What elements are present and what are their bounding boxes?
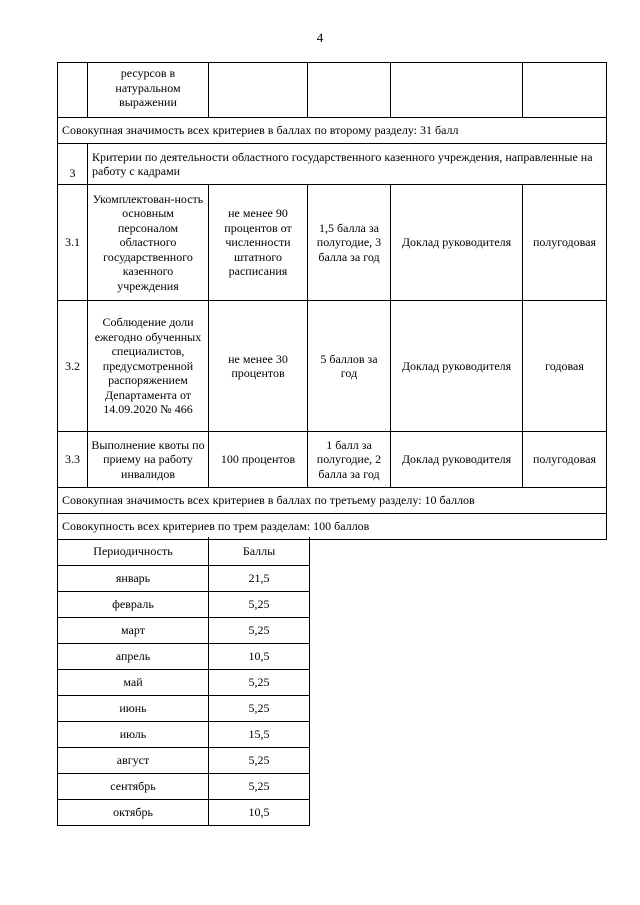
table-row-3-1: [58, 185, 607, 301]
period-cell: октябрь: [58, 800, 209, 826]
row-source: Доклад руководителя: [391, 301, 523, 432]
row-number: 3.2: [58, 301, 88, 432]
period-cell: август: [58, 748, 209, 774]
cell-empty: [391, 63, 523, 118]
row-number: 3.1: [58, 185, 88, 301]
table-row-3-2: [58, 301, 607, 432]
table-row: [58, 696, 310, 722]
section3-header-row: [58, 144, 607, 185]
row-points: 1,5 балла за полугодие, 3 балла за год: [308, 185, 391, 301]
period-cell: май: [58, 670, 209, 696]
cell-number-empty: [58, 63, 88, 118]
row-value: не менее 30 процентов: [209, 301, 308, 432]
points-cell: 5,25: [209, 696, 310, 722]
cell-empty: [308, 63, 391, 118]
row-points: 1 балл за полугодие, 2 балла за год: [308, 432, 391, 488]
header-points: Баллы: [209, 537, 310, 566]
row-number: 3.3: [58, 432, 88, 488]
points-cell: 5,25: [209, 774, 310, 800]
table-row: [58, 800, 310, 826]
points-cell: 5,25: [209, 748, 310, 774]
criteria-table: [57, 62, 607, 540]
header-period: Периодичность: [58, 537, 209, 566]
section2-total-row: [58, 118, 607, 144]
section3-title: Критерии по деятельности областного государственного казенного учреждения, направленные на работу с кадрами: [88, 144, 607, 185]
cell-indicator: ресурсов в натуральном выражении: [88, 63, 209, 118]
points-cell: 10,5: [209, 644, 310, 670]
period-cell: сентябрь: [58, 774, 209, 800]
table-row: [58, 618, 310, 644]
points-cell: 5,25: [209, 618, 310, 644]
period-cell: июль: [58, 722, 209, 748]
section3-number: 3: [58, 144, 88, 185]
points-cell: 10,5: [209, 800, 310, 826]
table-row: [58, 748, 310, 774]
period-cell: март: [58, 618, 209, 644]
row-value: 100 процентов: [209, 432, 308, 488]
table-row-3-3: [58, 432, 607, 488]
table-row-continued: [58, 63, 607, 118]
row-source: Доклад руководителя: [391, 185, 523, 301]
table-row: [58, 670, 310, 696]
points-cell: 21,5: [209, 566, 310, 592]
table-row: [58, 644, 310, 670]
row-source: Доклад руководителя: [391, 432, 523, 488]
section3-total: Совокупная значимость всех критериев в баллах по третьему разделу: 10 баллов: [58, 488, 607, 514]
points-cell: 5,25: [209, 670, 310, 696]
row-periodicity: полугодовая: [523, 432, 607, 488]
table-row: [58, 774, 310, 800]
period-cell: июнь: [58, 696, 209, 722]
row-indicator: Соблюдение доли ежегодно обученных специалистов, предусмотренной распоряжением Департамента от 14.09.2020 № 466: [88, 301, 209, 432]
row-indicator: Выполнение квоты по приему на работу инвалидов: [88, 432, 209, 488]
period-cell: февраль: [58, 592, 209, 618]
row-periodicity: годовая: [523, 301, 607, 432]
table-row: [58, 566, 310, 592]
table-row: [58, 722, 310, 748]
grand-total-row: [58, 514, 607, 540]
row-value: не менее 90 процентов от численности штатного расписания: [209, 185, 308, 301]
row-points: 5 баллов за год: [308, 301, 391, 432]
periodicity-header-row: [58, 537, 310, 566]
cell-empty: [209, 63, 308, 118]
section3-total-row: [58, 488, 607, 514]
page-number: 4: [316, 30, 324, 45]
grand-total: Совокупность всех критериев по трем разделам: 100 баллов: [58, 514, 607, 540]
cell-empty: [523, 63, 607, 118]
row-indicator: Укомплектован-ность основным персоналом областного государственного казенного учреждения: [88, 185, 209, 301]
period-cell: январь: [58, 566, 209, 592]
section2-total: Совокупная значимость всех критериев в баллах по второму разделу: 31 балл: [58, 118, 607, 144]
points-cell: 5,25: [209, 592, 310, 618]
row-periodicity: полугодовая: [523, 185, 607, 301]
table-row: [58, 592, 310, 618]
periodicity-table: [57, 537, 310, 826]
points-cell: 15,5: [209, 722, 310, 748]
period-cell: апрель: [58, 644, 209, 670]
